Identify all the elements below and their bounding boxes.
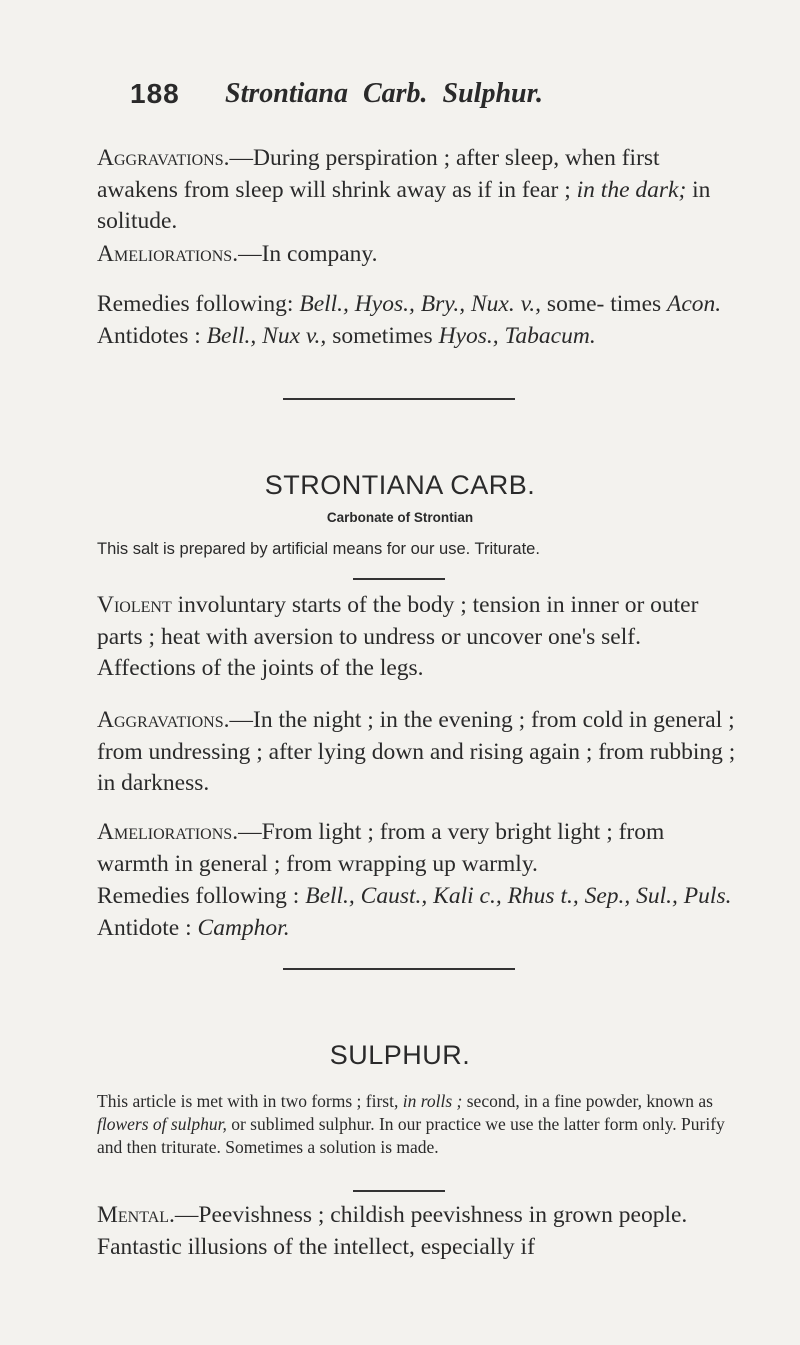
strontiana-aggravations-label: Aggravations.	[97, 707, 230, 733]
antidotes-sometimes: sometimes	[332, 322, 433, 349]
sulphur-intro-1: This article is met with in two forms ; first,	[97, 1091, 399, 1111]
aggravations-text-end: in solitude.	[97, 176, 711, 234]
mental-text: —Peevishness ; childish peevishness in grown people. Fantastic illusions of the intellect, especially if	[97, 1202, 688, 1260]
strontiana-violent-paragraph	[97, 590, 737, 685]
violent-label: Violent	[97, 592, 172, 618]
running-header	[130, 78, 700, 128]
remedies-sometimes: some- times	[546, 291, 662, 317]
prev-remedies-paragraph	[97, 289, 737, 352]
strontiana-intro	[97, 538, 737, 561]
sulphur-intro-2: second, in a fine powder, known as	[466, 1091, 713, 1111]
sulphur-intro-3: or sublimed sulphur. In our practice we use the latter form only. Purify and then triturate. Sometimes a solution is made.	[97, 1114, 725, 1157]
remedies-acon: Acon.	[667, 291, 722, 317]
strontiana-subtitle: Carbonate of Strontian	[326, 510, 474, 525]
strontiana-remedies-paragraph	[97, 881, 737, 944]
sulphur-title: SULPHUR.	[329, 1040, 471, 1070]
remedies-list: Bell., Hyos., Bry., Nux. v.,	[299, 291, 542, 317]
aggravations-italic: in the dark;	[576, 176, 687, 203]
strontiana-ameliorations-paragraph	[97, 817, 737, 880]
antidotes-more: Hyos., Tabacum.	[438, 322, 596, 349]
sulphur-intro	[97, 1090, 737, 1159]
antidotes-lead: Antidotes :	[97, 322, 201, 349]
strontiana-remedies-list: Bell., Caust., Kali c., Rhus t., Sep., Sul., Puls.	[305, 883, 732, 909]
sulphur-intro-italic-1: in rolls ;	[402, 1091, 463, 1111]
strontiana-title: STRONTIANA CARB.	[264, 470, 536, 500]
strontiana-remedies-lead: Remedies following :	[97, 883, 300, 909]
ameliorations-label: Ameliorations.	[97, 241, 239, 267]
strontiana-aggravations-paragraph	[97, 705, 737, 800]
page-number: 188	[130, 78, 180, 109]
short-divider	[353, 578, 445, 580]
strontiana-aggravations-text: —In the night ; in the evening ; from cold in general ; from undressing ; after lying down and rising again ; from rubbing ; in darkness.	[97, 707, 736, 796]
violent-text: involuntary starts of the body ; tension in inner or outer parts ; heat with aversion to undress or uncover one's self. Affections of the joints of the legs.	[97, 592, 699, 681]
section-divider-2	[283, 968, 515, 970]
strontiana-antidote-name: Camphor.	[197, 914, 290, 941]
ameliorations-text: —In company.	[238, 241, 378, 267]
remedies-lead: Remedies following:	[97, 291, 294, 317]
mental-label: Mental.	[97, 1202, 175, 1228]
section-divider	[283, 398, 515, 400]
running-title: Strontiana Carb. Sulphur.	[225, 78, 543, 109]
aggravations-label: Aggravations.	[97, 145, 230, 171]
aggravations-text: —During perspiration ; after sleep, when first awakens from sleep will shrink away as if in fear ;	[97, 145, 660, 203]
sulphur-intro-italic-2: flowers of sulphur,	[97, 1114, 227, 1134]
strontiana-antidote-lead: Antidote :	[97, 914, 192, 941]
strontiana-ameliorations-label: Ameliorations.	[97, 819, 239, 845]
strontiana-ameliorations-text: —From light ; from a very bright light ; from warmth in general ; from wrapping up warmly.	[97, 819, 665, 877]
antidotes-list: Bell., Nux v.,	[206, 322, 327, 349]
sulphur-mental-paragraph	[97, 1200, 737, 1263]
strontiana-intro-text: This salt is prepared by artificial means for our use. Triturate.	[97, 540, 540, 558]
prev-aggravations-paragraph	[97, 143, 737, 238]
short-divider-2	[353, 1190, 445, 1192]
prev-ameliorations-paragraph	[97, 239, 737, 271]
